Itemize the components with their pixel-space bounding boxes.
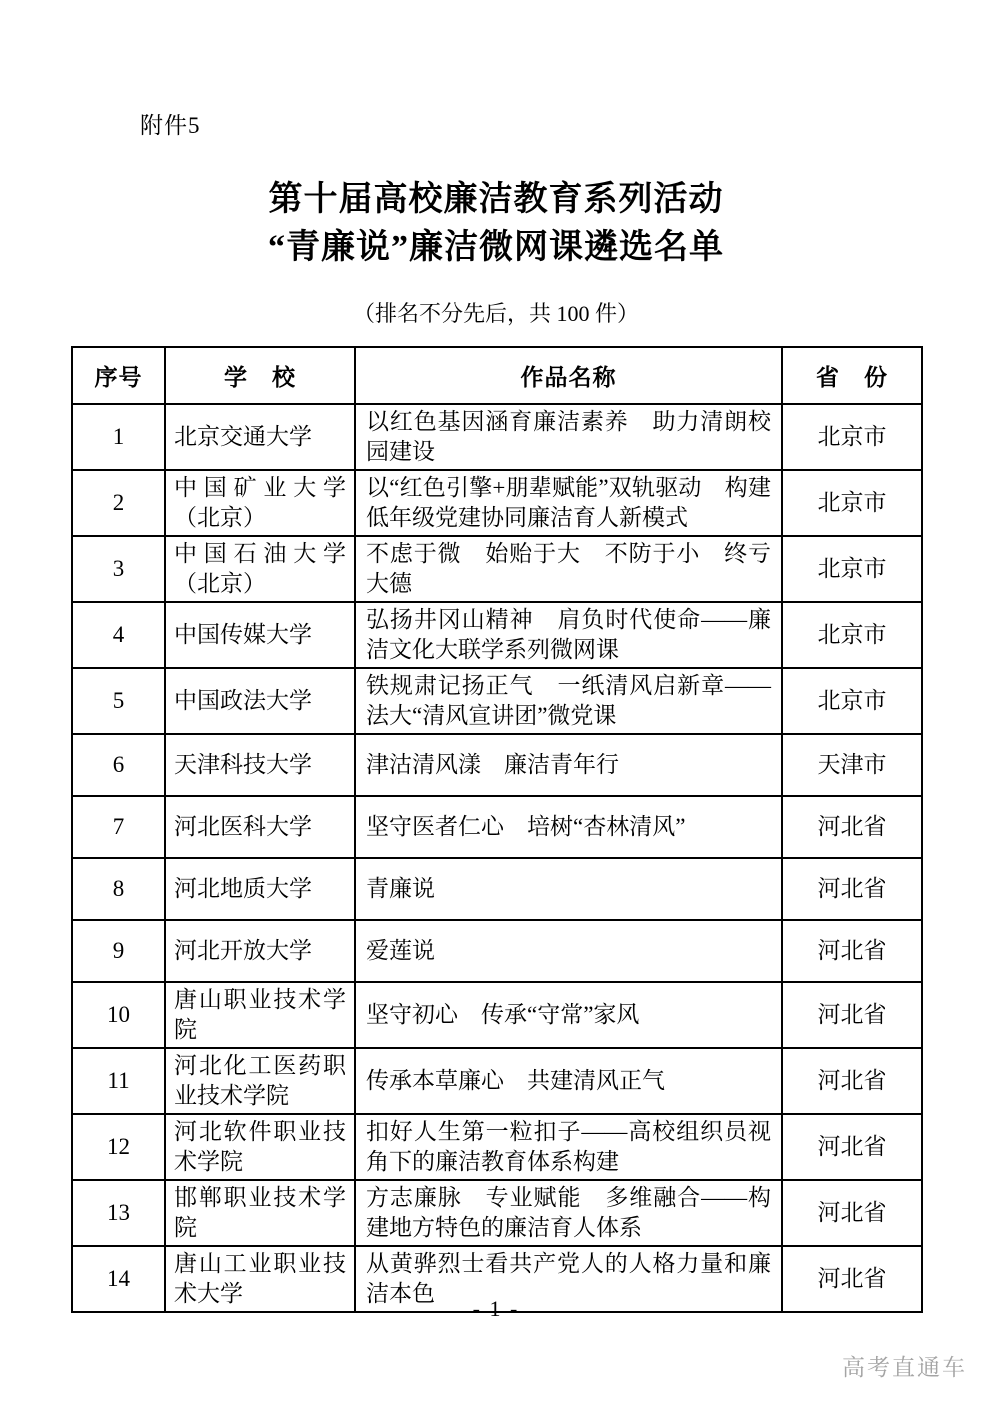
cell-school: 天津科技大学: [165, 734, 355, 796]
title-line-1: 第十届高校廉洁教育系列活动: [268, 181, 724, 218]
cell-school: 唐山职业技术学院: [165, 982, 355, 1048]
cell-work-title: 扣好人生第一粒扣子——高校组织员视角下的廉洁教育体系构建: [355, 1114, 782, 1180]
cell-work-title: 传承本草廉心 共建清风正气: [355, 1048, 782, 1114]
cell-serial: 14: [72, 1246, 165, 1312]
cell-province: 河北省: [782, 1114, 922, 1180]
attachment-label: 附件5: [140, 113, 201, 138]
document-title: [0, 176, 992, 272]
cell-serial: 2: [72, 470, 165, 536]
table-row: [72, 404, 922, 470]
cell-school: 中国政法大学: [165, 668, 355, 734]
cell-work-title: 爱莲说: [355, 920, 782, 982]
cell-province: 北京市: [782, 536, 922, 602]
table-row: [72, 668, 922, 734]
cell-serial: 10: [72, 982, 165, 1048]
cell-school: 邯郸职业技术学院: [165, 1180, 355, 1246]
cell-work-title: 弘扬井冈山精神 肩负时代使命——廉洁文化大联学系列微网课: [355, 602, 782, 668]
header-serial: 序号: [72, 347, 165, 404]
cell-serial: 13: [72, 1180, 165, 1246]
cell-work-title: 铁规肃记扬正气 一纸清风启新章——法大“清风宣讲团”微党课: [355, 668, 782, 734]
cell-serial: 3: [72, 536, 165, 602]
cell-province: 河北省: [782, 858, 922, 920]
cell-serial: 6: [72, 734, 165, 796]
cell-province: 河北省: [782, 1180, 922, 1246]
watermark: 高考直通车: [842, 1354, 967, 1380]
subtitle: （排名不分先后，共 100 件）: [352, 301, 639, 326]
cell-serial: 12: [72, 1114, 165, 1180]
page-number: - 1 -: [472, 1296, 520, 1321]
cell-school: 河北医科大学: [165, 796, 355, 858]
cell-serial: 1: [72, 404, 165, 470]
cell-school: 河北地质大学: [165, 858, 355, 920]
cell-school: 中国矿业大学（北京）: [165, 470, 355, 536]
cell-school: 北京交通大学: [165, 404, 355, 470]
header-work-title: 作品名称: [355, 347, 782, 404]
cell-school: 河北开放大学: [165, 920, 355, 982]
cell-serial: 11: [72, 1048, 165, 1114]
cell-province: 北京市: [782, 470, 922, 536]
cell-province: 北京市: [782, 602, 922, 668]
cell-province: 河北省: [782, 1048, 922, 1114]
table-row: [72, 602, 922, 668]
cell-work-title: 津沽清风漾 廉洁青年行: [355, 734, 782, 796]
cell-province: 北京市: [782, 404, 922, 470]
table-row: [72, 1180, 922, 1246]
table-row: [72, 1114, 922, 1180]
table-row: [72, 796, 922, 858]
table-row: [72, 920, 922, 982]
table-row: [72, 734, 922, 796]
cell-work-title: 坚守初心 传承“守常”家风: [355, 982, 782, 1048]
header-school: 学 校: [165, 347, 355, 404]
selection-table: [71, 346, 923, 1313]
cell-province: 河北省: [782, 920, 922, 982]
cell-work-title: 坚守医者仁心 培树“杏林清风”: [355, 796, 782, 858]
table-row: [72, 1048, 922, 1114]
cell-serial: 5: [72, 668, 165, 734]
table-row: [72, 536, 922, 602]
header-province: 省 份: [782, 347, 922, 404]
table-header-row: [72, 347, 922, 404]
cell-province: 天津市: [782, 734, 922, 796]
cell-province: 河北省: [782, 796, 922, 858]
cell-work-title: 以“红色引擎+朋辈赋能”双轨驱动 构建低年级党建协同廉洁育人新模式: [355, 470, 782, 536]
cell-school: 河北化工医药职业技术学院: [165, 1048, 355, 1114]
table-row: [72, 858, 922, 920]
cell-work-title: 方志廉脉 专业赋能 多维融合——构建地方特色的廉洁育人体系: [355, 1180, 782, 1246]
cell-work-title: 从黄骅烈士看共产党人的人格力量和廉洁本色: [355, 1246, 782, 1312]
cell-work-title: 以红色基因涵育廉洁素养 助力清朗校园建设: [355, 404, 782, 470]
cell-serial: 8: [72, 858, 165, 920]
table-row: [72, 982, 922, 1048]
cell-school: 中国传媒大学: [165, 602, 355, 668]
cell-work-title: 不虑于微 始贻于大 不防于小 终亏大德: [355, 536, 782, 602]
title-line-2: “青廉说”廉洁微网课遴选名单: [268, 229, 724, 266]
cell-serial: 4: [72, 602, 165, 668]
cell-school: 中国石油大学（北京）: [165, 536, 355, 602]
cell-serial: 9: [72, 920, 165, 982]
table-body: [72, 404, 922, 1312]
cell-work-title: 青廉说: [355, 858, 782, 920]
cell-school: 唐山工业职业技术大学: [165, 1246, 355, 1312]
cell-province: 河北省: [782, 1246, 922, 1312]
cell-province: 河北省: [782, 982, 922, 1048]
cell-serial: 7: [72, 796, 165, 858]
cell-school: 河北软件职业技术学院: [165, 1114, 355, 1180]
cell-province: 北京市: [782, 668, 922, 734]
table-row: [72, 470, 922, 536]
